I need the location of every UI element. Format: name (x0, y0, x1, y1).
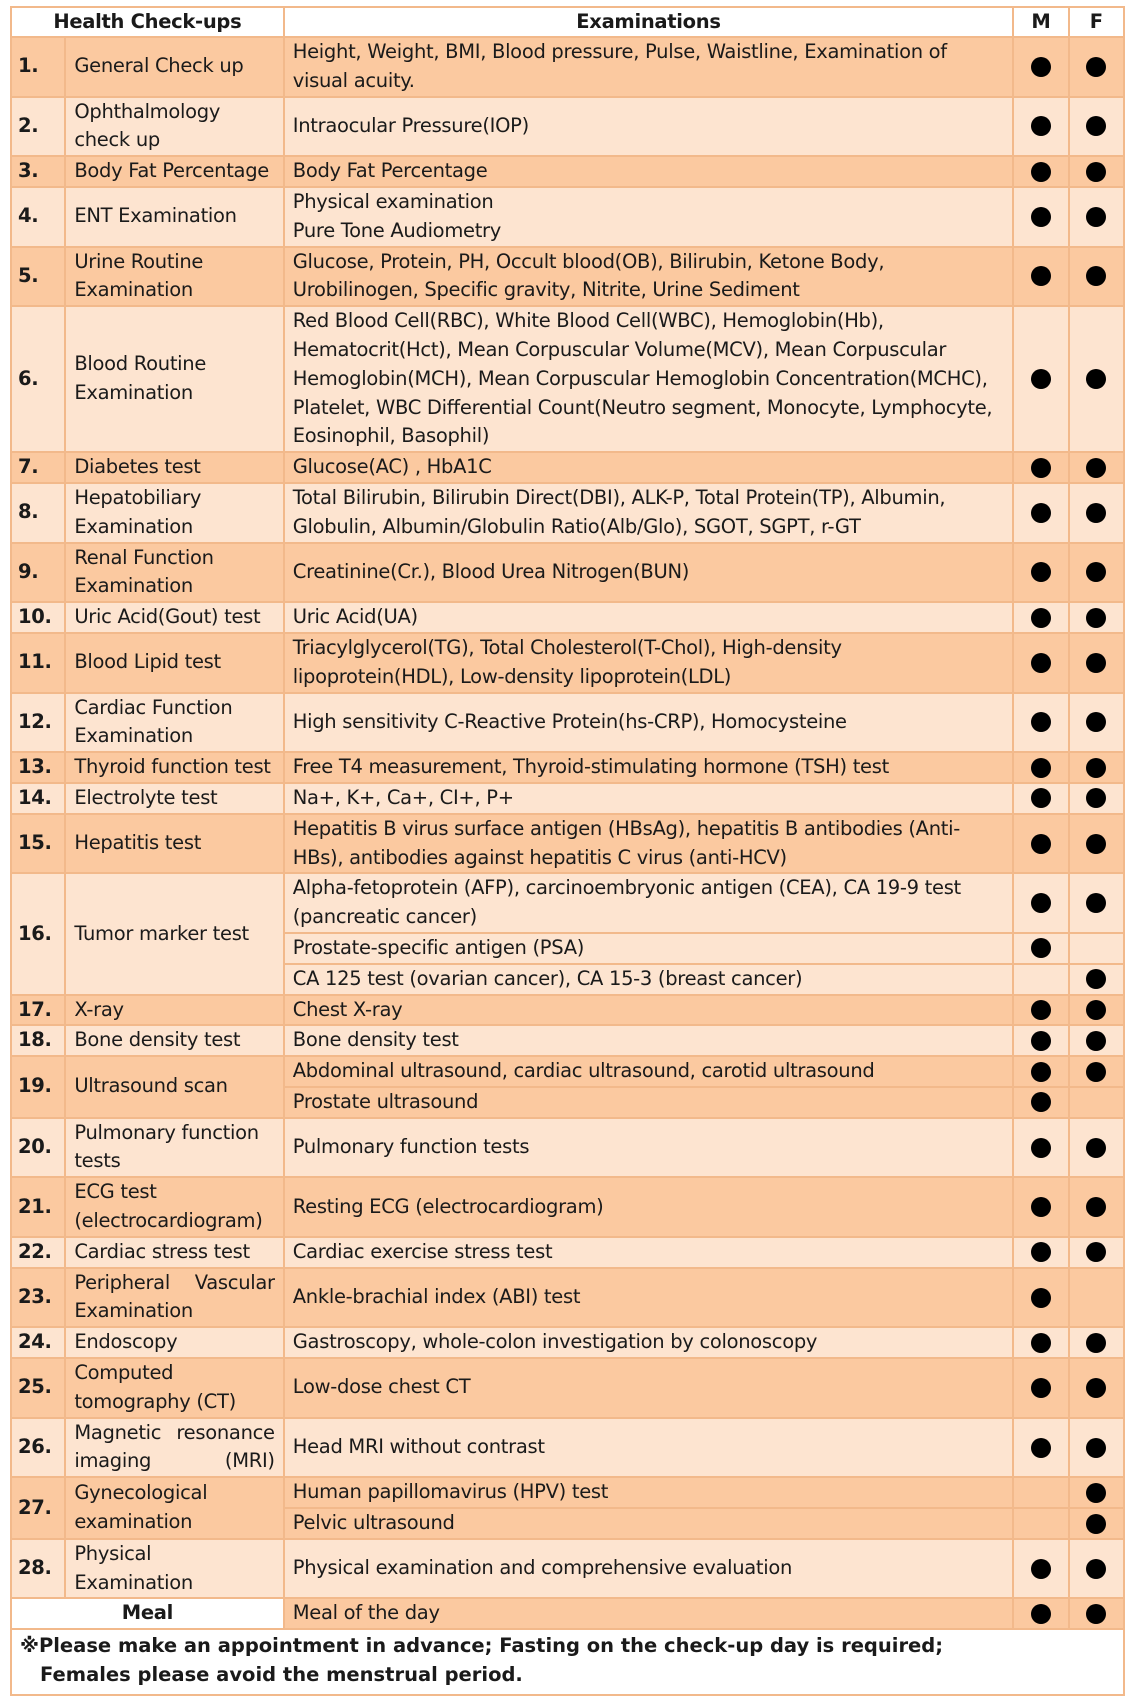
included-dot-icon (1031, 1000, 1051, 1020)
included-dot-icon (1031, 1197, 1051, 1217)
male-cell (1013, 1539, 1068, 1599)
included-dot-icon (1031, 1288, 1051, 1308)
male-cell (1013, 933, 1068, 964)
included-dot-icon (1086, 834, 1106, 854)
examination-text: Hepatitis B virus surface antigen (HBsAg), hepatitis B antibodies (Anti-HBs), antibodies against hepatitis C virus (anti-HCV) (284, 814, 1013, 874)
table-row (11, 1025, 1124, 1056)
included-dot-icon (1086, 1438, 1106, 1458)
male-cell (1013, 1087, 1068, 1118)
male-cell (1013, 1508, 1068, 1539)
checkup-name: X-ray (65, 995, 283, 1026)
male-cell (1013, 1177, 1068, 1237)
checkup-name: Physical Examination (65, 1539, 283, 1599)
health-checkup-table (10, 6, 1125, 1630)
table-body (11, 37, 1124, 1598)
row-number: 8. (11, 483, 65, 543)
examination-text (284, 187, 1013, 247)
male-cell (1013, 995, 1068, 1026)
examination-text: Low-dose chest CT (284, 1358, 1013, 1418)
row-number: 6. (11, 306, 65, 452)
row-number: 9. (11, 543, 65, 603)
female-cell (1069, 156, 1124, 187)
row-number: 22. (11, 1237, 65, 1268)
row-number: 16. (11, 873, 65, 994)
row-number: 11. (11, 633, 65, 693)
included-dot-icon (1086, 758, 1106, 778)
checkup-name: Ophthalmology check up (65, 97, 283, 157)
included-dot-icon (1086, 266, 1106, 286)
examination-text: Cardiac exercise stress test (284, 1237, 1013, 1268)
checkup-name: Gynecological examination (65, 1477, 283, 1539)
male-cell (1013, 633, 1068, 693)
table-row (11, 1327, 1124, 1358)
checkup-name: Urine Routine Examination (65, 247, 283, 307)
table-row (11, 306, 1124, 452)
male-cell (1013, 814, 1068, 874)
checkup-name: Pulmonary function tests (65, 1118, 283, 1178)
female-cell (1069, 752, 1124, 783)
examination-text: Na+, K+, Ca+, CI+, P+ (284, 783, 1013, 814)
row-number: 21. (11, 1177, 65, 1237)
row-number: 14. (11, 783, 65, 814)
table-row (11, 814, 1124, 874)
row-number: 20. (11, 1118, 65, 1178)
row-number: 24. (11, 1327, 65, 1358)
female-cell (1069, 306, 1124, 452)
checkup-name: Blood Lipid test (65, 633, 283, 693)
male-cell (1013, 543, 1068, 603)
included-dot-icon (1031, 1438, 1051, 1458)
included-dot-icon (1086, 1138, 1106, 1158)
included-dot-icon (1086, 562, 1106, 582)
row-number: 18. (11, 1025, 65, 1056)
row-number: 3. (11, 156, 65, 187)
examination-text: Resting ECG (electrocardiogram) (284, 1177, 1013, 1237)
examination-text: Abdominal ultrasound, cardiac ultrasound, carotid ultrasound (284, 1056, 1013, 1087)
checkup-name: ECG test (electrocardiogram) (65, 1177, 283, 1237)
table-row (11, 156, 1124, 187)
male-cell (1013, 693, 1068, 753)
included-dot-icon (1086, 207, 1106, 227)
included-dot-icon (1031, 1031, 1051, 1051)
female-cell (1069, 97, 1124, 157)
meal-male-dot (1013, 1598, 1068, 1629)
male-cell (1013, 1237, 1068, 1268)
male-cell (1013, 1118, 1068, 1178)
male-cell (1013, 37, 1068, 97)
included-dot-icon (1086, 788, 1106, 808)
examination-text: Height, Weight, BMI, Blood pressure, Pulse, Waistline, Examination of visual acuity. (284, 37, 1013, 97)
table-row (11, 1358, 1124, 1418)
examination-text: Uric Acid(UA) (284, 602, 1013, 633)
checkup-name: Uric Acid(Gout) test (65, 602, 283, 633)
checkup-name: Body Fat Percentage (65, 156, 283, 187)
examination-text: High sensitivity C-Reactive Protein(hs-CRP), Homocysteine (284, 693, 1013, 753)
examination-text: Total Bilirubin, Bilirubin Direct(DBI), ALK-P, Total Protein(TP), Albumin, Globulin, Albumin/Globulin Ratio(Alb/Glo), SGOT, SGPT, r-GT (284, 483, 1013, 543)
meal-female-dot (1069, 1598, 1124, 1629)
included-dot-icon (1031, 207, 1051, 227)
checkup-name: Endoscopy (65, 1327, 283, 1358)
examination-text: Head MRI without contrast (284, 1418, 1013, 1478)
row-number: 26. (11, 1418, 65, 1478)
table-row (11, 995, 1124, 1026)
included-dot-icon (1031, 608, 1051, 628)
table-row (11, 1477, 1124, 1508)
included-dot-icon (1031, 162, 1051, 182)
female-cell (1069, 1237, 1124, 1268)
row-number: 23. (11, 1268, 65, 1328)
included-dot-icon (1086, 969, 1106, 989)
examination-text: Red Blood Cell(RBC), White Blood Cell(WBC), Hemoglobin(Hb), Hematocrit(Hct), Mean Corpuscular Volume(MCV), Mean Corpuscular Hemoglobin(MCH), Mean Corpuscular Hemoglobin Concentration(MCHC), Platelet, WBC Differential Count(Neutro segment, Monocyte, Lymphocyte, Eosinophil, Basophil) (284, 306, 1013, 452)
footnote-line-2: Females please avoid the menstrual period. (40, 1663, 523, 1687)
included-dot-icon (1031, 1062, 1051, 1082)
meal-exam: Meal of the day (284, 1598, 1013, 1629)
female-cell (1069, 452, 1124, 483)
table-row (11, 187, 1124, 247)
table-row (11, 1237, 1124, 1268)
included-dot-icon (1086, 458, 1106, 478)
included-dot-icon (1031, 57, 1051, 77)
row-number: 4. (11, 187, 65, 247)
checkup-name: Hepatitis test (65, 814, 283, 874)
row-number: 1. (11, 37, 65, 97)
included-dot-icon (1086, 162, 1106, 182)
table-row (11, 1268, 1124, 1328)
female-cell (1069, 1327, 1124, 1358)
included-dot-icon (1086, 503, 1106, 523)
row-number: 2. (11, 97, 65, 157)
male-cell (1013, 964, 1068, 995)
included-dot-icon (1031, 834, 1051, 854)
included-dot-icon (1086, 116, 1106, 136)
row-number: 27. (11, 1477, 65, 1539)
table-row (11, 37, 1124, 97)
checkup-name: Renal Function Examination (65, 543, 283, 603)
male-cell (1013, 187, 1068, 247)
female-cell (1069, 693, 1124, 753)
examination-text: Creatinine(Cr.), Blood Urea Nitrogen(BUN) (284, 543, 1013, 603)
male-cell (1013, 602, 1068, 633)
checkup-name: Electrolyte test (65, 783, 283, 814)
female-cell (1069, 37, 1124, 97)
row-number: 28. (11, 1539, 65, 1599)
table-row (11, 483, 1124, 543)
included-dot-icon (1031, 893, 1051, 913)
female-cell (1069, 633, 1124, 693)
examination-text: Body Fat Percentage (284, 156, 1013, 187)
male-cell (1013, 783, 1068, 814)
checkup-name: Tumor marker test (65, 873, 283, 994)
table-row (11, 1177, 1124, 1237)
table-row (11, 1118, 1124, 1178)
included-dot-icon (1031, 369, 1051, 389)
examination-line: Pure Tone Audiometry (292, 218, 502, 242)
female-cell (1069, 783, 1124, 814)
female-cell (1069, 1539, 1124, 1599)
table-row (11, 783, 1124, 814)
female-cell (1069, 814, 1124, 874)
table-row (11, 1418, 1124, 1478)
included-dot-icon (1031, 266, 1051, 286)
examination-text: Chest X-ray (284, 995, 1013, 1026)
male-cell (1013, 97, 1068, 157)
row-number: 19. (11, 1056, 65, 1118)
checkup-name: Diabetes test (65, 452, 283, 483)
female-cell (1069, 933, 1124, 964)
included-dot-icon (1086, 1242, 1106, 1262)
female-cell (1069, 964, 1124, 995)
row-number: 5. (11, 247, 65, 307)
row-number: 7. (11, 452, 65, 483)
footnote-line-1: ※Please make an appointment in advance; Fasting on the check-up day is required; (20, 1634, 944, 1658)
included-dot-icon (1031, 1604, 1051, 1624)
table-row (11, 1539, 1124, 1599)
female-cell (1069, 187, 1124, 247)
row-number: 17. (11, 995, 65, 1026)
table-row (11, 633, 1124, 693)
included-dot-icon (1086, 1197, 1106, 1217)
included-dot-icon (1086, 653, 1106, 673)
female-cell (1069, 1056, 1124, 1087)
table-row (11, 1056, 1124, 1087)
checkup-name: ENT Examination (65, 187, 283, 247)
included-dot-icon (1031, 1092, 1051, 1112)
examination-text: Pulmonary function tests (284, 1118, 1013, 1178)
examination-text: CA 125 test (ovarian cancer), CA 15-3 (breast cancer) (284, 964, 1013, 995)
included-dot-icon (1031, 562, 1051, 582)
female-cell (1069, 1508, 1124, 1539)
examination-text: Pelvic ultrasound (284, 1508, 1013, 1539)
examination-text: Alpha-fetoprotein (AFP), carcinoembryonic antigen (CEA), CA 19-9 test (pancreatic cancer) (284, 873, 1013, 933)
included-dot-icon (1031, 1333, 1051, 1353)
included-dot-icon (1031, 653, 1051, 673)
female-cell (1069, 1268, 1124, 1328)
header-examinations: Examinations (284, 7, 1013, 37)
included-dot-icon (1086, 1333, 1106, 1353)
examination-text: Prostate ultrasound (284, 1087, 1013, 1118)
included-dot-icon (1031, 788, 1051, 808)
header-female: F (1069, 7, 1124, 37)
male-cell (1013, 1268, 1068, 1328)
row-number: 10. (11, 602, 65, 633)
female-cell (1069, 1477, 1124, 1508)
included-dot-icon (1086, 1378, 1106, 1398)
table-row (11, 97, 1124, 157)
header-male: M (1013, 7, 1068, 37)
header-checkups: Health Check-ups (11, 7, 284, 37)
footnote (10, 1630, 1125, 1696)
checkup-name: Hepatobiliary Examination (65, 483, 283, 543)
female-cell (1069, 873, 1124, 933)
male-cell (1013, 1477, 1068, 1508)
included-dot-icon (1086, 1604, 1106, 1624)
female-cell (1069, 247, 1124, 307)
female-cell (1069, 1418, 1124, 1478)
table-header-row (11, 7, 1124, 37)
included-dot-icon (1086, 1483, 1106, 1503)
included-dot-icon (1086, 1062, 1106, 1082)
checkup-table-container (10, 6, 1125, 1696)
examination-text: Bone density test (284, 1025, 1013, 1056)
table-row (11, 452, 1124, 483)
male-cell (1013, 483, 1068, 543)
checkup-name: Ultrasound scan (65, 1056, 283, 1118)
checkup-name: General Check up (65, 37, 283, 97)
included-dot-icon (1086, 369, 1106, 389)
female-cell (1069, 483, 1124, 543)
included-dot-icon (1086, 712, 1106, 732)
checkup-name: Thyroid function test (65, 752, 283, 783)
examination-line: Physical examination (292, 189, 494, 213)
table-row (11, 873, 1124, 933)
included-dot-icon (1031, 1138, 1051, 1158)
female-cell (1069, 1025, 1124, 1056)
examination-text: Glucose(AC) , HbA1C (284, 452, 1013, 483)
male-cell (1013, 1056, 1068, 1087)
included-dot-icon (1031, 758, 1051, 778)
checkup-name: Cardiac Function Examination (65, 693, 283, 753)
table-row (11, 247, 1124, 307)
examination-text: Ankle-brachial index (ABI) test (284, 1268, 1013, 1328)
male-cell (1013, 752, 1068, 783)
checkup-name: Bone density test (65, 1025, 283, 1056)
examination-text: Physical examination and comprehensive evaluation (284, 1539, 1013, 1599)
checkup-name: Blood Routine Examination (65, 306, 283, 452)
female-cell (1069, 543, 1124, 603)
female-cell (1069, 1358, 1124, 1418)
row-number: 13. (11, 752, 65, 783)
table-row (11, 693, 1124, 753)
table-row (11, 752, 1124, 783)
included-dot-icon (1031, 503, 1051, 523)
male-cell (1013, 1327, 1068, 1358)
checkup-name: Magnetic resonance imaging (MRI) (65, 1418, 283, 1478)
examination-text: Gastroscopy, whole-colon investigation by colonoscopy (284, 1327, 1013, 1358)
female-cell (1069, 1118, 1124, 1178)
meal-label: Meal (11, 1598, 284, 1629)
male-cell (1013, 452, 1068, 483)
table-row (11, 602, 1124, 633)
included-dot-icon (1031, 1378, 1051, 1398)
row-number: 25. (11, 1358, 65, 1418)
female-cell (1069, 1087, 1124, 1118)
checkup-name: Peripheral Vascular Examination (65, 1268, 283, 1328)
examination-text: Triacylglycerol(TG), Total Cholesterol(T-Chol), High-density lipoprotein(HDL), Low-density lipoprotein(LDL) (284, 633, 1013, 693)
included-dot-icon (1031, 1559, 1051, 1579)
table-row (11, 543, 1124, 603)
included-dot-icon (1031, 458, 1051, 478)
male-cell (1013, 306, 1068, 452)
male-cell (1013, 247, 1068, 307)
male-cell (1013, 1418, 1068, 1478)
included-dot-icon (1086, 893, 1106, 913)
included-dot-icon (1086, 1000, 1106, 1020)
included-dot-icon (1031, 712, 1051, 732)
included-dot-icon (1031, 938, 1051, 958)
included-dot-icon (1031, 1242, 1051, 1262)
included-dot-icon (1031, 116, 1051, 136)
examination-text: Prostate-specific antigen (PSA) (284, 933, 1013, 964)
row-number: 15. (11, 814, 65, 874)
male-cell (1013, 873, 1068, 933)
meal-row (11, 1598, 1124, 1629)
included-dot-icon (1086, 608, 1106, 628)
male-cell (1013, 156, 1068, 187)
included-dot-icon (1086, 1559, 1106, 1579)
female-cell (1069, 1177, 1124, 1237)
included-dot-icon (1086, 1031, 1106, 1051)
male-cell (1013, 1358, 1068, 1418)
row-number: 12. (11, 693, 65, 753)
included-dot-icon (1086, 57, 1106, 77)
included-dot-icon (1086, 1514, 1106, 1534)
checkup-name: Cardiac stress test (65, 1237, 283, 1268)
female-cell (1069, 602, 1124, 633)
examination-text: Intraocular Pressure(IOP) (284, 97, 1013, 157)
examination-text: Human papillomavirus (HPV) test (284, 1477, 1013, 1508)
checkup-name: Computed tomography (CT) (65, 1358, 283, 1418)
male-cell (1013, 1025, 1068, 1056)
examination-text: Free T4 measurement, Thyroid-stimulating hormone (TSH) test (284, 752, 1013, 783)
female-cell (1069, 995, 1124, 1026)
examination-text: Glucose, Protein, PH, Occult blood(OB), Bilirubin, Ketone Body, Urobilinogen, Specific gravity, Nitrite, Urine Sediment (284, 247, 1013, 307)
